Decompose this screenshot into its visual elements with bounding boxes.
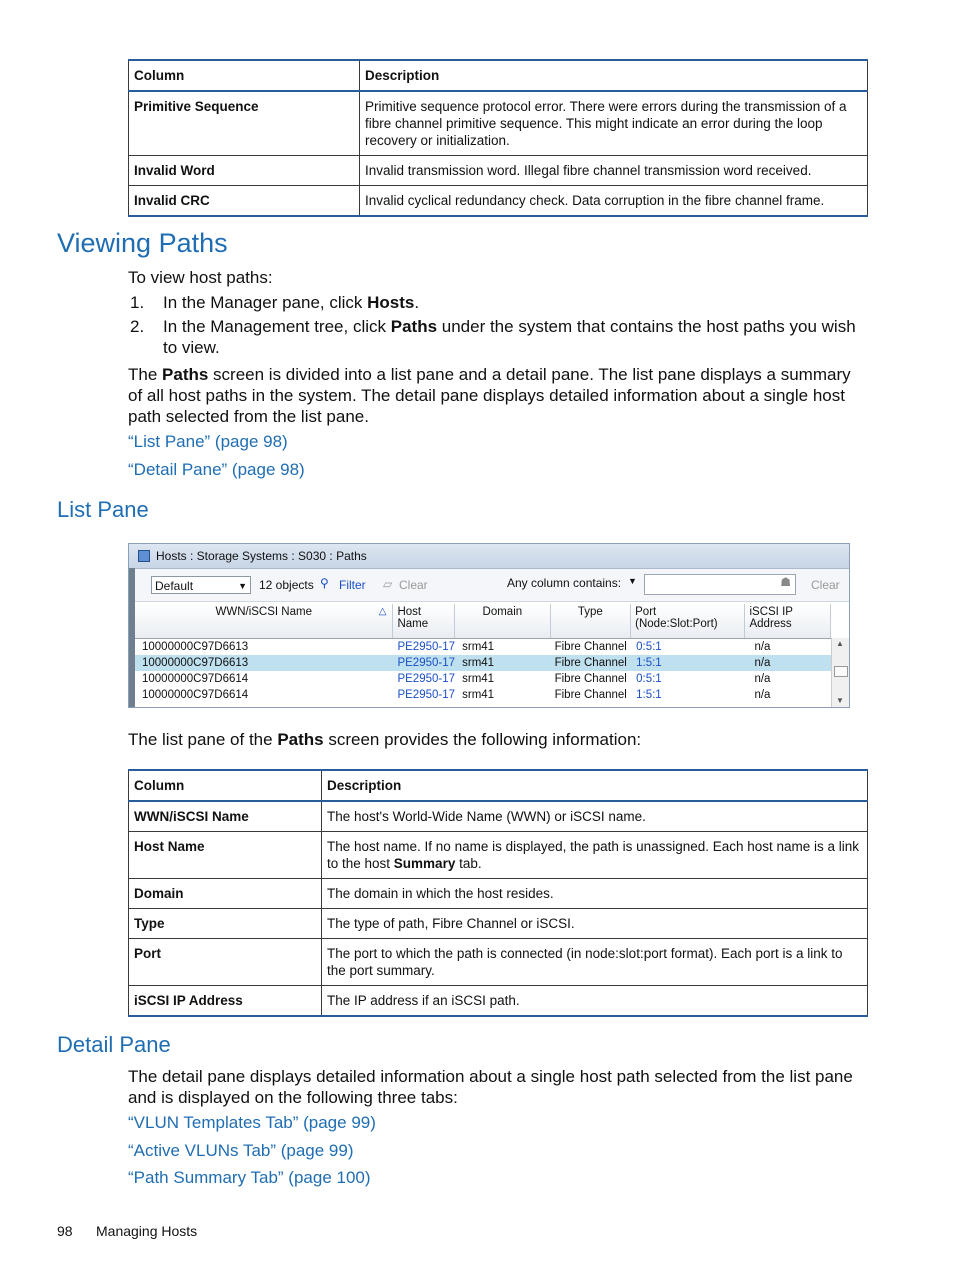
row-term: Invalid CRC [129,186,360,217]
row-term: iSCSI IP Address [129,986,322,1017]
step-1 [163,292,868,313]
cell-wwn: 10000000C97D6613 [142,657,249,669]
table-row-selected[interactable] [135,655,831,671]
col-port[interactable]: Port (Node:Slot:Port) [631,604,745,638]
scroll-down-icon[interactable]: ▼ [836,696,844,705]
list-pane-paragraph [128,729,868,750]
cell-port-link[interactable]: 0:5:1 [636,641,662,653]
cell-type: Fibre Channel [554,673,627,685]
page-number: 98 [57,1223,73,1239]
link-detail-pane[interactable]: “Detail Pane” (page 98) [128,460,305,479]
step-bold: Hosts [367,293,415,312]
table-row [129,801,868,832]
section-heading-list-pane: List Pane [57,497,149,522]
para-bold: Paths [277,730,324,749]
para-text: The list pane of the [128,730,278,749]
desc-bold: Summary [393,856,456,871]
intro-text: To view host paths: [128,268,273,287]
cell-domain: srm41 [462,689,495,701]
row-term: Port [129,939,322,986]
eraser-icon: ▱ [383,577,393,591]
cell-host-link[interactable]: PE2950-17 [397,689,456,701]
row-description: The host's World-Wide Name (WWN) or iSCSI name. [322,801,868,832]
step-number: 2. [130,317,145,336]
row-description: The port to which the path is connected (in node:slot:port format). Each port is a link to the port summary. [322,939,868,986]
search-input[interactable] [644,574,796,595]
row-term: Invalid Word [129,156,360,186]
para-bold: Paths [162,365,209,384]
link-path-summary[interactable]: “Path Summary Tab” (page 100) [128,1168,371,1187]
col-iscsi[interactable]: iSCSI IP Address [745,604,831,638]
cell-type: Fibre Channel [554,689,627,701]
detail-pane-paragraph: The detail pane displays detailed information about a single host path selected from the list pane and is displayed on the following three tabs: [128,1067,853,1107]
scroll-up-icon[interactable]: ▲ [836,639,844,648]
filter-button[interactable]: Filter [339,578,366,592]
row-description: The type of path, Fibre Channel or iSCSI. [322,909,868,939]
cell-wwn: 10000000C97D6613 [142,641,249,653]
screenshot-title: Hosts : Storage Systems : S030 : Paths [156,549,367,563]
column-header: Column [129,60,360,91]
col-label: WWN/iSCSI Name [215,606,312,618]
table-row [129,186,868,217]
footer-section: Managing Hosts [96,1223,198,1239]
step-text: under the system that contains the host paths you wish to view. [163,317,856,357]
table-row[interactable] [135,687,831,703]
para-text: screen provides the following information: [323,730,642,749]
clear-search-button[interactable]: Clear [811,578,840,592]
section-heading-detail-pane: Detail Pane [57,1032,171,1057]
row-term: WWN/iSCSI Name [129,801,322,832]
section-heading-viewing-paths: Viewing Paths [57,228,228,258]
filter-select[interactable] [151,576,251,594]
link-vlun-templates[interactable]: “VLUN Templates Tab” (page 99) [128,1113,376,1132]
table-row [129,832,868,879]
row-term: Host Name [129,832,322,879]
any-column-label: Any column contains: [507,576,622,590]
cell-iscsi: n/a [754,689,771,701]
cell-iscsi: n/a [754,641,771,653]
table-row [129,986,868,1017]
cell-wwn: 10000000C97D6614 [142,689,249,701]
chevron-down-icon: ▼ [238,581,247,591]
step-text: In the Manager pane, click [163,293,368,312]
row-term: Type [129,909,322,939]
cell-host-link[interactable]: PE2950-17 [397,641,456,653]
list-pane-columns-table [128,769,868,1017]
description-header: Description [322,770,868,801]
column-header: Column [129,770,322,801]
step-bold: Paths [390,317,438,336]
screenshot-titlebar [129,544,849,569]
row-term: Domain [129,879,322,909]
cell-type: Fibre Channel [554,657,627,669]
table-row [129,939,868,986]
table-row[interactable] [135,639,831,655]
screenshot-toolbar [135,569,849,602]
col-host[interactable]: Host Name [393,604,455,638]
search-icon: ☗ [780,575,791,589]
window-icon [138,550,150,562]
step-text: . [414,293,420,312]
cell-host-link[interactable]: PE2950-17 [397,673,456,685]
clear-button[interactable]: Clear [399,578,428,592]
row-description: Primitive sequence protocol error. There were errors during the transmission of a fibre channel primitive sequence. This might indicate an error during the loop recovery or initialization. [360,91,868,156]
row-description: The IP address if an iSCSI path. [322,986,868,1017]
link-active-vluns[interactable]: “Active VLUNs Tab” (page 99) [128,1141,354,1160]
error-columns-table [128,59,868,217]
step-2 [163,316,868,358]
cell-domain: srm41 [462,657,495,669]
table-row [129,156,868,186]
row-description: Invalid cyclical redundancy check. Data corruption in the fibre channel frame. [360,186,868,217]
col-wwn[interactable] [135,604,393,638]
table-row [129,909,868,939]
cell-type: Fibre Channel [554,641,627,653]
cell-port-link[interactable]: 1:5:1 [636,689,662,701]
paths-paragraph [128,364,868,427]
cell-iscsi: n/a [754,673,771,685]
para-text: screen is divided into a list pane and a detail pane. The list pane displays a summary of all host paths in the system. The detail pane displays detailed information about a single host path selected from the list pane. [128,365,851,426]
description-header: Description [360,60,868,91]
filter-icon: ⚲ [320,576,329,590]
paths-screenshot [128,543,850,708]
desc-text: tab. [455,856,482,871]
cell-port-link[interactable]: 0:5:1 [636,673,662,685]
cell-port-link[interactable]: 1:5:1 [636,657,662,669]
object-count: 12 objects [259,578,314,592]
cell-wwn: 10000000C97D6614 [142,673,249,685]
row-description: The domain in which the host resides. [322,879,868,909]
cell-domain: srm41 [462,641,495,653]
chevron-down-icon[interactable]: ▼ [628,576,637,586]
grid-header [135,604,831,639]
filter-select-value: Default [155,579,194,593]
cell-iscsi: n/a [754,657,771,669]
step-number: 1. [130,293,145,312]
vertical-scrollbar[interactable] [831,638,849,707]
sort-ascending-icon: △ [378,606,387,617]
table-row[interactable] [135,671,831,687]
cell-domain: srm41 [462,673,495,685]
cell-host-link[interactable]: PE2950-17 [397,657,456,669]
desc-text: The host name. If no name is displayed, the path is unassigned. Each host name is a link to the host [327,839,860,871]
table-row [129,91,868,156]
row-description: Invalid transmission word. Illegal fibre channel transmission word received. [360,156,868,186]
col-domain[interactable]: Domain [455,604,550,638]
para-text: The [128,365,163,384]
row-term: Primitive Sequence [129,91,360,156]
col-type[interactable]: Type [551,604,632,638]
row-description [322,832,868,879]
table-row [129,879,868,909]
link-list-pane[interactable]: “List Pane” (page 98) [128,432,288,451]
step-text: In the Management tree, click [163,317,391,336]
scroll-thumb[interactable] [834,666,848,677]
